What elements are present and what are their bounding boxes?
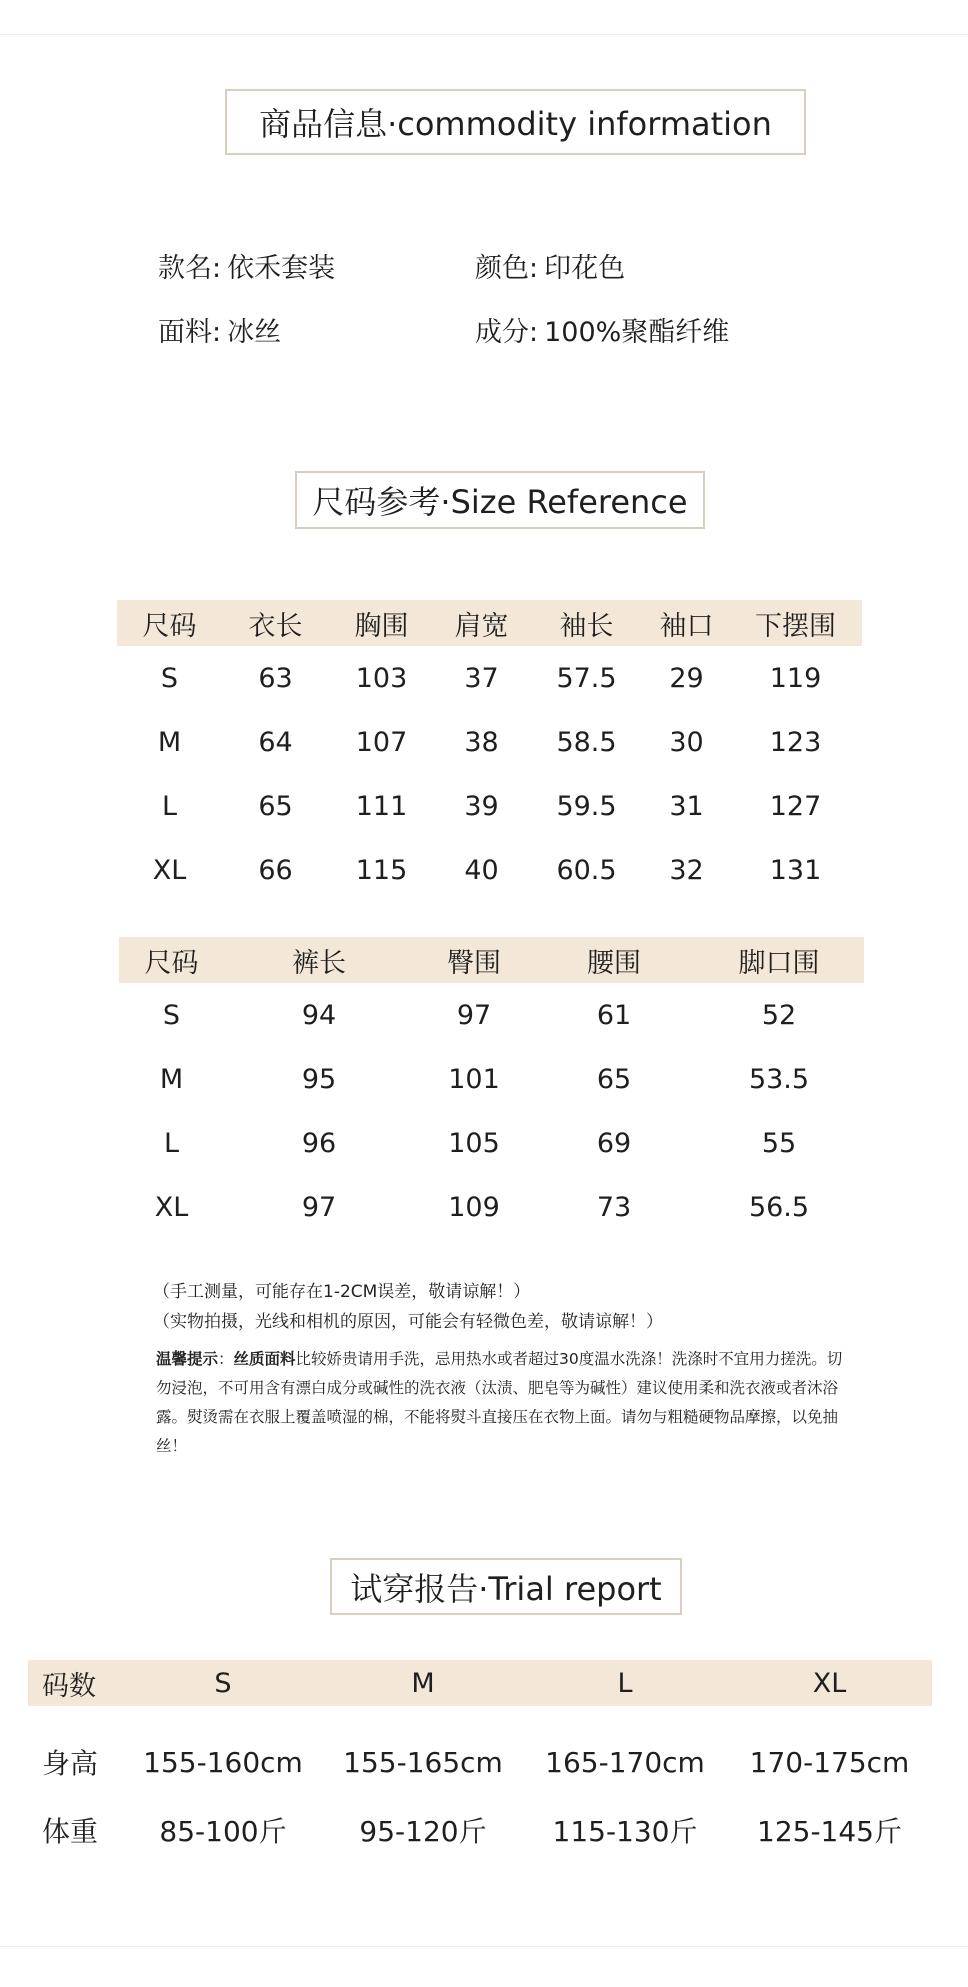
table-cell: 105 <box>448 1127 500 1159</box>
header-shoulder: 肩宽 <box>434 600 529 646</box>
table-cell: S <box>160 662 179 694</box>
table-cell: 115-130斤 <box>552 1815 698 1848</box>
table-cell: 125-145斤 <box>757 1815 902 1848</box>
table-cell: 155-160cm <box>143 1745 303 1779</box>
table-cell: 107 <box>355 726 408 758</box>
table-cell: 37 <box>464 662 499 694</box>
color-value: 印花色 <box>544 253 626 284</box>
table-cell: 85-100斤 <box>159 1815 287 1848</box>
color-label: 颜色: <box>475 253 539 284</box>
table-cell: 94 <box>301 999 337 1031</box>
composition-row <box>475 310 729 349</box>
table-row <box>119 1047 864 1111</box>
table-cell: 52 <box>761 999 797 1031</box>
size-reference-title: 尺码参考·Size Reference <box>295 471 705 529</box>
header-length: 衣长 <box>222 600 329 646</box>
table-row <box>117 710 862 774</box>
table-cell: 97 <box>456 999 492 1031</box>
table-row <box>119 1175 864 1239</box>
header-m: M <box>323 1660 523 1706</box>
tips-fabric: 丝质面料 <box>233 1350 296 1368</box>
header-size: 尺码 <box>117 600 222 646</box>
tips-text: 比较娇贵请用手洗，忌用热水或者超过30度温水洗涤！洗涤时不宜用力搓洗。切勿浸泡，不可用含有漂白成分或碱性的洗衣液（汰渍、肥皂等为碱性）建议使用柔和洗衣液或者沐浴露。熨烫需在衣服上覆盖喷湿的棉，不能将熨斗直接压在衣物上面。请勿与粗糙硬物品摩擦，以免抽丝！ <box>156 1350 843 1455</box>
top-divider <box>0 34 968 35</box>
table-cell: 57.5 <box>556 662 617 694</box>
table-cell: M <box>157 726 182 758</box>
table-cell: 31 <box>669 790 704 822</box>
header-s: S <box>123 1660 323 1706</box>
pants-size-header-row <box>119 937 864 983</box>
table-cell: 97 <box>301 1191 337 1223</box>
table-cell: 109 <box>448 1191 500 1223</box>
table-cell: 65 <box>596 1063 632 1095</box>
table-cell: 29 <box>669 662 704 694</box>
row-label-height: 身高 <box>42 1747 99 1780</box>
table-cell: 60.5 <box>556 854 617 886</box>
table-cell: 73 <box>596 1191 632 1223</box>
bottom-divider <box>0 1946 968 1947</box>
table-cell: 66 <box>258 854 293 886</box>
trial-report-title: 试穿报告·Trial report <box>330 1558 682 1615</box>
header-sleeve-length: 袖长 <box>529 600 644 646</box>
commodity-info-title: 商品信息·commodity information <box>225 89 806 155</box>
header-hip: 臀围 <box>414 937 534 983</box>
table-row <box>117 774 862 838</box>
color-difference-note: （实物拍摄，光线和相机的原因，可能会有轻微色差，敬请谅解！） <box>153 1312 663 1332</box>
table-cell: 119 <box>769 662 822 694</box>
header-size: 尺码 <box>119 937 224 983</box>
trial-header-row <box>28 1660 932 1706</box>
header-cuff: 袖口 <box>644 600 729 646</box>
table-cell: XL <box>154 1191 189 1223</box>
trial-report-table <box>28 1660 932 1864</box>
measurement-note: （手工测量，可能存在1-2CM误差，敬请谅解！） <box>153 1282 531 1302</box>
fabric-label: 面料: <box>158 317 222 348</box>
header-size-number: 码数 <box>28 1660 123 1706</box>
table-cell: 170-175cm <box>749 1745 910 1779</box>
table-cell: 95-120斤 <box>359 1815 487 1848</box>
row-label-weight: 体重 <box>42 1815 99 1848</box>
style-name-value: 依禾套装 <box>227 253 336 284</box>
table-cell: 165-170cm <box>545 1745 705 1779</box>
header-leg-opening: 脚口围 <box>694 937 864 983</box>
table-cell: 115 <box>355 854 408 886</box>
header-chest: 胸围 <box>329 600 434 646</box>
table-row <box>28 1728 932 1796</box>
table-cell: 95 <box>301 1063 337 1095</box>
header-l: L <box>523 1660 727 1706</box>
style-name-row <box>158 246 335 285</box>
table-cell: 39 <box>464 790 499 822</box>
table-cell: 53.5 <box>748 1063 810 1095</box>
top-size-header-row <box>117 600 862 646</box>
table-cell: 40 <box>464 854 499 886</box>
table-cell: XL <box>152 854 187 886</box>
table-row <box>119 1111 864 1175</box>
care-tips <box>156 1345 846 1461</box>
composition-value: 100%聚酯纤维 <box>544 317 730 348</box>
table-cell: L <box>161 790 178 822</box>
table-cell: 69 <box>596 1127 632 1159</box>
table-cell: S <box>162 999 181 1031</box>
fabric-row <box>158 310 281 349</box>
top-size-table <box>117 600 862 902</box>
table-row <box>117 646 862 710</box>
table-cell: 61 <box>596 999 632 1031</box>
table-cell: 55 <box>761 1127 797 1159</box>
header-hem: 下摆围 <box>729 600 862 646</box>
table-cell: 127 <box>769 790 822 822</box>
table-cell: 63 <box>258 662 293 694</box>
table-cell: 123 <box>769 726 822 758</box>
table-cell: 30 <box>669 726 704 758</box>
table-cell: 101 <box>448 1063 500 1095</box>
composition-label: 成分: <box>475 317 539 348</box>
header-waist: 腰围 <box>534 937 694 983</box>
tips-colon: ： <box>218 1350 234 1368</box>
table-cell: 96 <box>301 1127 337 1159</box>
table-cell: 155-165cm <box>343 1745 503 1779</box>
table-cell: 59.5 <box>556 790 617 822</box>
table-cell: 56.5 <box>748 1191 810 1223</box>
table-cell: M <box>159 1063 184 1095</box>
table-cell: 131 <box>769 854 822 886</box>
style-name-label: 款名: <box>158 253 222 284</box>
table-row <box>28 1796 932 1864</box>
header-pants-length: 裤长 <box>224 937 414 983</box>
table-cell: 38 <box>464 726 499 758</box>
table-cell: 103 <box>355 662 408 694</box>
table-cell: 111 <box>355 790 408 822</box>
tips-label: 温馨提示 <box>156 1350 219 1368</box>
table-cell: L <box>163 1127 180 1159</box>
pants-size-table <box>119 937 864 1239</box>
color-row <box>475 246 625 285</box>
fabric-value: 冰丝 <box>227 317 282 348</box>
table-cell: 32 <box>669 854 704 886</box>
header-xl: XL <box>727 1660 932 1706</box>
table-row <box>117 838 862 902</box>
table-cell: 65 <box>258 790 293 822</box>
table-cell: 58.5 <box>556 726 617 758</box>
table-row <box>119 983 864 1047</box>
table-cell: 64 <box>258 726 293 758</box>
